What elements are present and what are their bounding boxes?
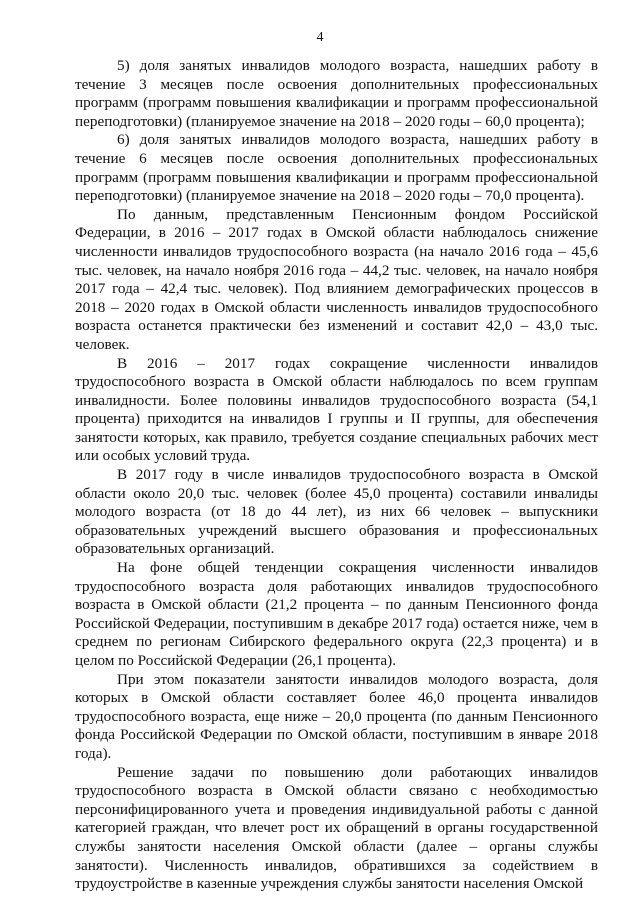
page-number: 4 [316,30,324,45]
paragraph-item-5: 5) доля занятых инвалидов молодого возраста, нашедших работу в течение 3 месяцев после освоения дополнительных профессиональных программ (программ повышения квалификации и программ профессиональной переподготовки) (планируемое значение на 2018 – 2020 годы – 60,0 процента); [75,57,598,130]
paragraph-young-age-2017: В 2017 году в числе инвалидов трудоспособного возраста в Омской области около 20,0 тыс. человек (более 45,0 процента) составили инвалиды молодого возраста (от 18 до 44 лет), из них 66 человек – выпускники образовательных учреждений высшего образования и профессиональных образовательных организаций. [75,466,598,558]
paragraph-task-solution: Решение задачи по повышению доли работающих инвалидов трудоспособного возраста в Омской области связано с необходимостью персонифицированного учета и проведения индивидуальной работы с данной категорией граждан, что влечет рост их обращений в органы государственной службы занятости населения Омской области (далее – органы службы занятости). Численность инвалидов, обратившихся за содействием в трудоустройстве в казенные учреждения службы занятости населения Омской [75,763,598,893]
paragraph-young-employment: При этом показатели занятости инвалидов молодого возраста, доля которых в Омской области составляет более 46,0 процента инвалидов трудоспособного возраста, еще ниже – 20,0 процента (по данным Пенсионного фонда Российской Федерации по Омской области, поступившим в январе 2018 года). [75,670,598,762]
paragraph-disability-groups: В 2016 – 2017 годах сокращение численности инвалидов трудоспособного возраста в Омской области наблюдалось по всем группам инвалидности. Более половины инвалидов трудоспособного возраста (54,1 процента) приходится на инвалидов I группы и II группы, для обеспечения занятости которых, как правило, требуется создание специальных рабочих мест или особых условий труда. [75,354,598,465]
document-body [75,57,598,894]
paragraph-employment-share: На фоне общей тенденции сокращения численности инвалидов трудоспособного возраста доля работающих инвалидов трудоспособного возраста в Омской области (21,2 процента – по данным Пенсионного фонда Российской Федерации, поступившим в декабре 2017 года) остается ниже, чем в среднем по регионам Сибирского федерального округа (22,3 процента) и в целом по Российской Федерации (26,1 процента). [75,559,598,669]
paragraph-item-6: 6) доля занятых инвалидов молодого возраста, нашедших работу в течение 6 месяцев после освоения дополнительных профессиональных программ (программ повышения квалификации и программ профессиональной переподготовки) (планируемое значение на 2018 – 2020 годы – 70,0 процента). [75,131,598,205]
paragraph-pension-fund-data: По данным, представленным Пенсионным фондом Российской Федерации, в 2016 – 2017 годах в Омской области наблюдалось снижение численности инвалидов трудоспособного возраста (на начало 2016 года – 45,6 тыс. человек, на начало ноября 2016 года – 44,2 тыс. человек, на начало ноября 2017 года – 42,4 тыс. человек). Под влиянием демографических процессов в 2018 – 2020 годах в Омской области численность инвалидов трудоспособного возраста останется практически без изменений и составит 42,0 – 43,0 тыс. человек. [75,205,598,353]
